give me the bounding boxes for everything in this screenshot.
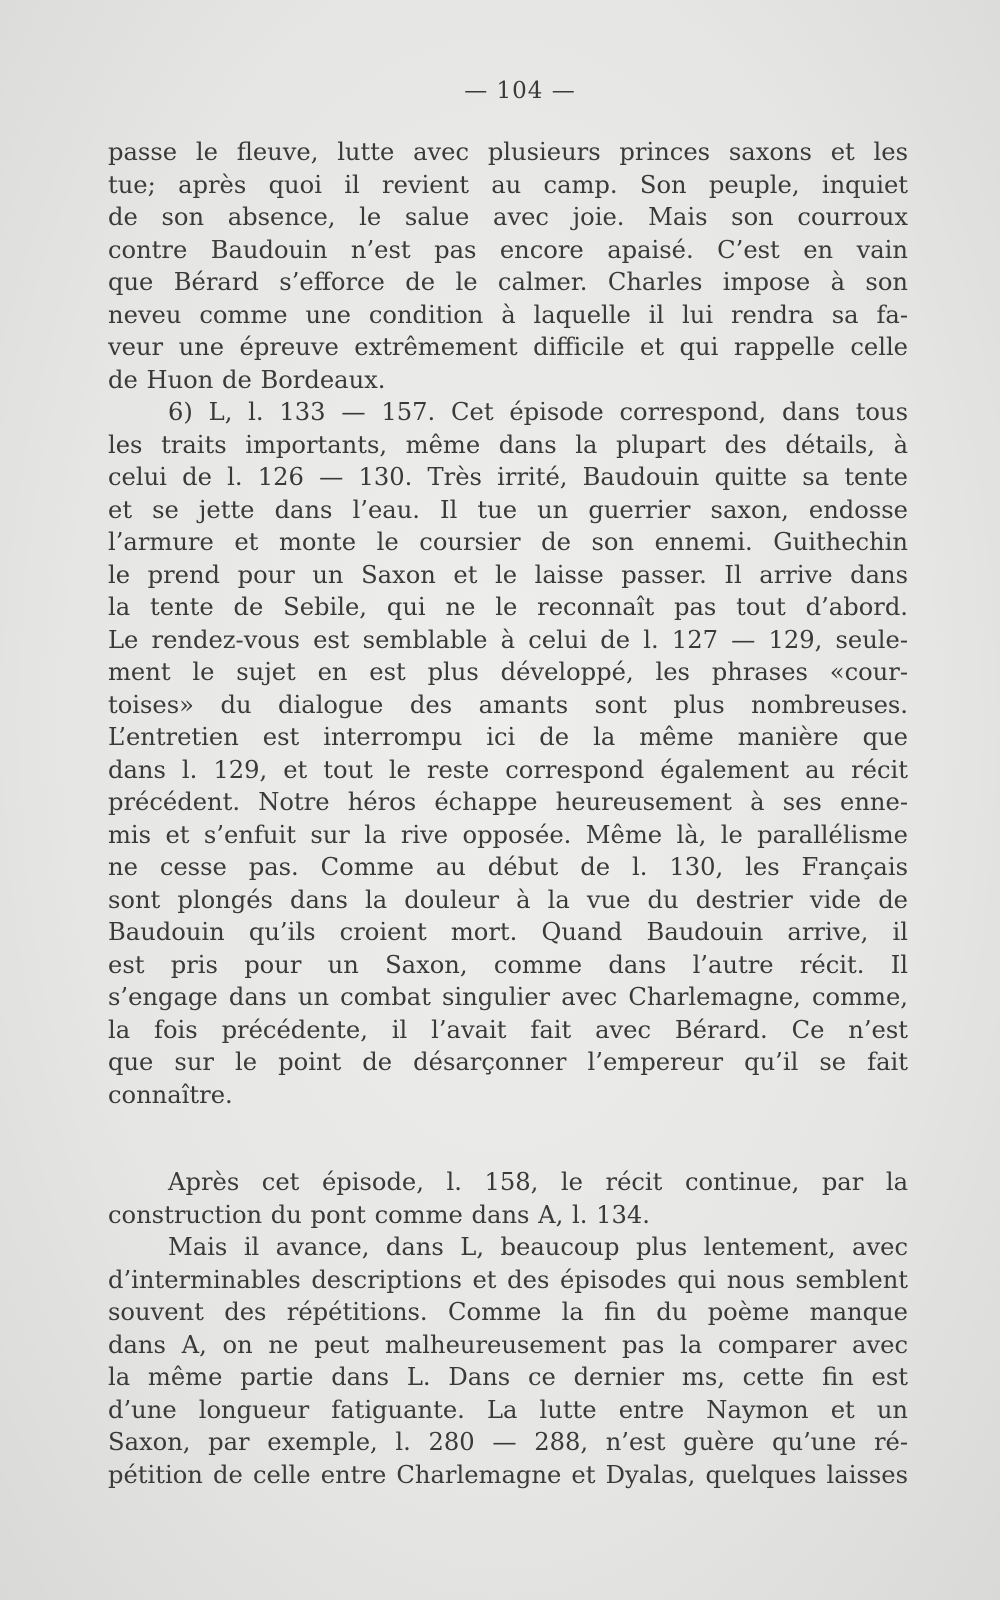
text-line: sont plongés dans la douleur à la vue du destrier vide de: [108, 885, 908, 914]
text-line: celui de l. 126 — 130. Très irrité, Baudouin quitte sa tente: [108, 463, 908, 491]
text-line: et se jette dans l’eau. Il tue un guerrier saxon, endosse: [108, 495, 908, 524]
text-block-main: [108, 136, 908, 1111]
text-line: 6) L, l. 133 — 157. Cet épisode correspond, dans tous: [168, 398, 908, 426]
text-line: d’interminables descriptions et des épisodes qui nous semblent: [108, 1265, 908, 1294]
text-line: la fois précédente, il l’avait fait avec Bérard. Ce n’est: [108, 1015, 908, 1044]
text-line: Saxon, par exemple, l. 280 — 288, n’est guère qu’une ré-: [108, 1428, 908, 1456]
text-line: de son absence, le salue avec joie. Mais son courroux: [108, 203, 908, 231]
text-line: contre Baudouin n’est pas encore apaisé. C’est en vain: [108, 235, 908, 264]
text-line: L’entretien est interrompu ici de la même manière que: [108, 723, 908, 751]
text-line: Le rendez-vous est semblable à celui de l. 127 — 129, seule-: [108, 625, 908, 654]
text-line: dans A, on ne peut malheureusement pas la comparer avec: [108, 1330, 908, 1359]
text-line: Mais il avance, dans L, beaucoup plus lentement, avec: [168, 1233, 908, 1261]
text-line: l’armure et monte le coursier de son ennemi. Guithechin: [108, 528, 908, 556]
paragraph-group-2: [108, 1166, 908, 1491]
text-line: mis et s’enfuit sur la rive opposée. Même là, le parallélisme: [108, 820, 908, 849]
text-line: pétition de celle entre Charlemagne et Dyalas, quelques laisses: [108, 1460, 908, 1489]
text-line: souvent des répétitions. Comme la fin du poème manque: [108, 1298, 908, 1326]
text-line: veur une épreuve extrêmement difficile et qui rappelle celle: [108, 333, 908, 361]
text-line: dans l. 129, et tout le reste correspond également au récit: [108, 755, 908, 784]
text-line: construction du pont comme dans A, l. 134.: [108, 1200, 650, 1229]
text-line: neveu comme une condition à laquelle il lui rendra sa fa-: [108, 300, 908, 329]
text-line: ne cesse pas. Comme au début de l. 130, les Français: [108, 853, 908, 881]
text-line: est pris pour un Saxon, comme dans l’autre récit. Il: [108, 950, 908, 979]
text-line: la tente de Sebile, qui ne le reconnaît pas tout d’abord.: [108, 593, 908, 621]
text-line: passe le fleuve, lutte avec plusieurs princes saxons et les: [108, 138, 908, 166]
text-line: ment le sujet en est plus développé, les phrases «cour-: [108, 658, 908, 686]
text-line: précédent. Notre héros échappe heureusement à ses enne-: [108, 788, 908, 816]
text-line: Baudouin qu’ils croient mort. Quand Baudouin arrive, il: [108, 918, 908, 946]
text-line: toises» du dialogue des amants sont plus nombreuses.: [108, 690, 908, 719]
text-line: de Huon de Bordeaux.: [108, 365, 386, 394]
text-line: que sur le point de désarçonner l’empereur qu’il se fait: [108, 1048, 908, 1076]
text-line: la même partie dans L. Dans ce dernier ms, cette fin est: [108, 1363, 908, 1391]
text-line: Après cet épisode, l. 158, le récit continue, par la: [168, 1168, 908, 1196]
text-line: que Bérard s’efforce de le calmer. Charles impose à son: [108, 268, 908, 296]
paragraph-group-1: [108, 136, 908, 1111]
text-line: connaître.: [108, 1080, 233, 1109]
text-line: tue; après quoi il revient au camp. Son peuple, inquiet: [108, 170, 908, 199]
text-block-continuation: [108, 1166, 908, 1491]
text-line: s’engage dans un combat singulier avec Charlemagne, comme,: [108, 983, 908, 1011]
text-line: le prend pour un Saxon et le laisse passer. Il arrive dans: [108, 560, 908, 589]
page-number: — 104 —: [464, 78, 576, 104]
text-line: les traits importants, même dans la plupart des détails, à: [108, 430, 908, 459]
text-line: d’une longueur fatiguante. La lutte entre Naymon et un: [108, 1395, 908, 1424]
